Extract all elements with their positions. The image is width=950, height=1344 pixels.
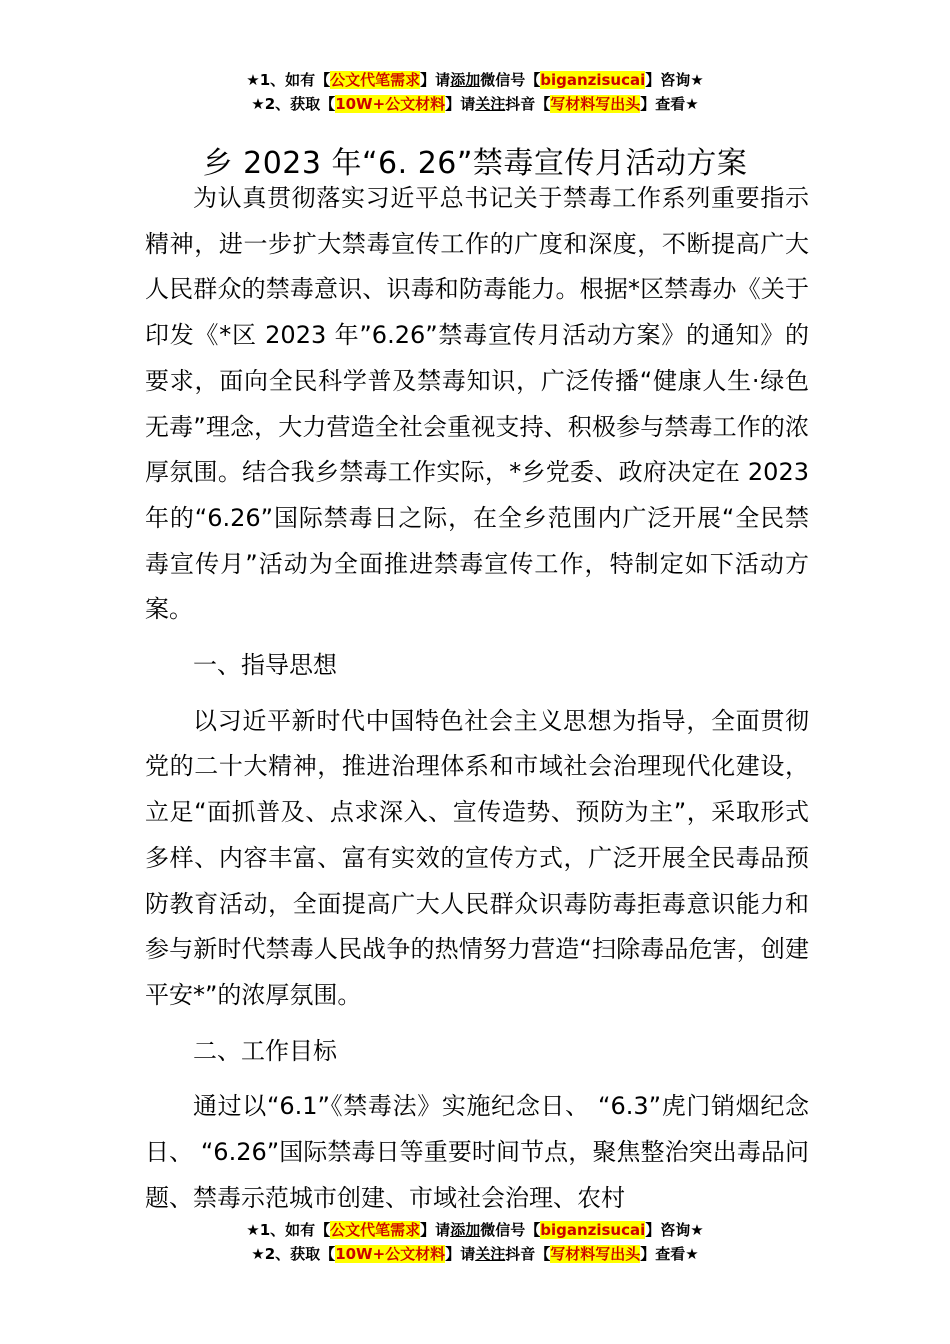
paragraph-gap: [145, 689, 809, 699]
banner-text: 】请: [420, 1221, 451, 1239]
banner-line-2: [0, 1242, 950, 1266]
banner-highlight: biganzisucai: [540, 1221, 646, 1239]
banner-underlined: 关注: [475, 95, 506, 113]
intro-paragraph: 为认真贯彻落实习近平总书记关于禁毒工作系列重要指示精神，进一步扩大禁毒宣传工作的广度和深度，不断提高广大人民群众的禁毒意识、识毒和防毒能力。根据*区禁毒办《关于印发《*区 2023 年”6.26”禁毒宣传月活动方案》的通知》的要求，面向全民科学普及禁毒知识，广泛传播“健康人生·绿色无毒”理念，大力营造全社会重视支持、积极参与禁毒工作的浓厚氛围。结合我乡禁毒工作实际，*乡党委、政府决定在 2023 年的“6.26”国际禁毒日之际，在全乡范围内广泛开展“全民禁毒宣传月”活动为全面推进禁毒宣传工作，特制定如下活动方案。: [145, 184, 809, 624]
banner-text: 】查看★: [640, 1245, 699, 1263]
banner-text: 】请: [445, 95, 476, 113]
banner-text: 】咨询★: [645, 1221, 704, 1239]
banner-highlight: 写材料写出头: [550, 95, 641, 113]
banner-underlined: 关注: [475, 1245, 506, 1263]
banner-highlight: biganzisucai: [540, 71, 646, 89]
banner-highlight: 公文代笔需求: [330, 1221, 421, 1239]
banner-text: ★2、获取【: [251, 95, 336, 113]
banner-text: 抖音【: [505, 1245, 551, 1263]
section-paragraph-guiding-ideology: 以习近平新时代中国特色社会主义思想为指导，全面贯彻党的二十大精神，推进治理体系和市域社会治理现代化建设，立足“面抓普及、点求深入、宣传造势、预防为主”，采取形式多样、内容丰富、富有实效的宣传方式，广泛开展全民毒品预防教育活动，全面提高广大人民群众识毒防毒拒毒意识能力和参与新时代禁毒人民战争的热情努力营造“扫除毒品危害，创建平安*”的浓厚氛围。: [145, 706, 809, 1009]
banner-underlined: 添加: [450, 71, 481, 89]
banner-text: ★2、获取【: [251, 1245, 336, 1263]
banner-highlight: 写材料写出头: [550, 1245, 641, 1263]
paragraph-gap: [145, 1019, 809, 1029]
header-banner: [0, 68, 950, 116]
banner-highlight: 10W+公文材料: [335, 1245, 446, 1263]
section-heading-guiding-ideology: 一、指导思想: [193, 651, 337, 680]
banner-text: 微信号【: [480, 1221, 541, 1239]
banner-highlight: 公文代笔需求: [330, 71, 421, 89]
banner-line-1: [0, 1218, 950, 1242]
paragraph-gap: [145, 1074, 809, 1084]
banner-underlined: 添加: [450, 1221, 481, 1239]
banner-text: 微信号【: [480, 71, 541, 89]
banner-text: 】查看★: [640, 95, 699, 113]
banner-text: ★1、如有【: [246, 71, 331, 89]
banner-text: ★1、如有【: [246, 1221, 331, 1239]
document-title: 乡 2023 年“6. 26”禁毒宣传月活动方案: [202, 146, 748, 182]
banner-line-2: [0, 92, 950, 116]
section-paragraph-work-goals: 通过以“6.1”《禁毒法》实施纪念日、 “6.3”虎门销烟纪念日、 “6.26”国际禁毒日等重要时间节点，聚焦整治突出毒品问题、禁毒示范城市创建、市域社会治理、农村: [145, 1092, 809, 1212]
paragraph-gap: [145, 633, 809, 643]
banner-line-1: [0, 68, 950, 92]
banner-highlight: 10W+公文材料: [335, 95, 446, 113]
section-heading-work-goals: 二、工作目标: [193, 1036, 337, 1065]
banner-text: 】咨询★: [645, 71, 704, 89]
banner-text: 抖音【: [505, 95, 551, 113]
document-body: [145, 176, 809, 1221]
banner-text: 】请: [445, 1245, 476, 1263]
banner-text: 】请: [420, 71, 451, 89]
footer-banner: [0, 1218, 950, 1266]
